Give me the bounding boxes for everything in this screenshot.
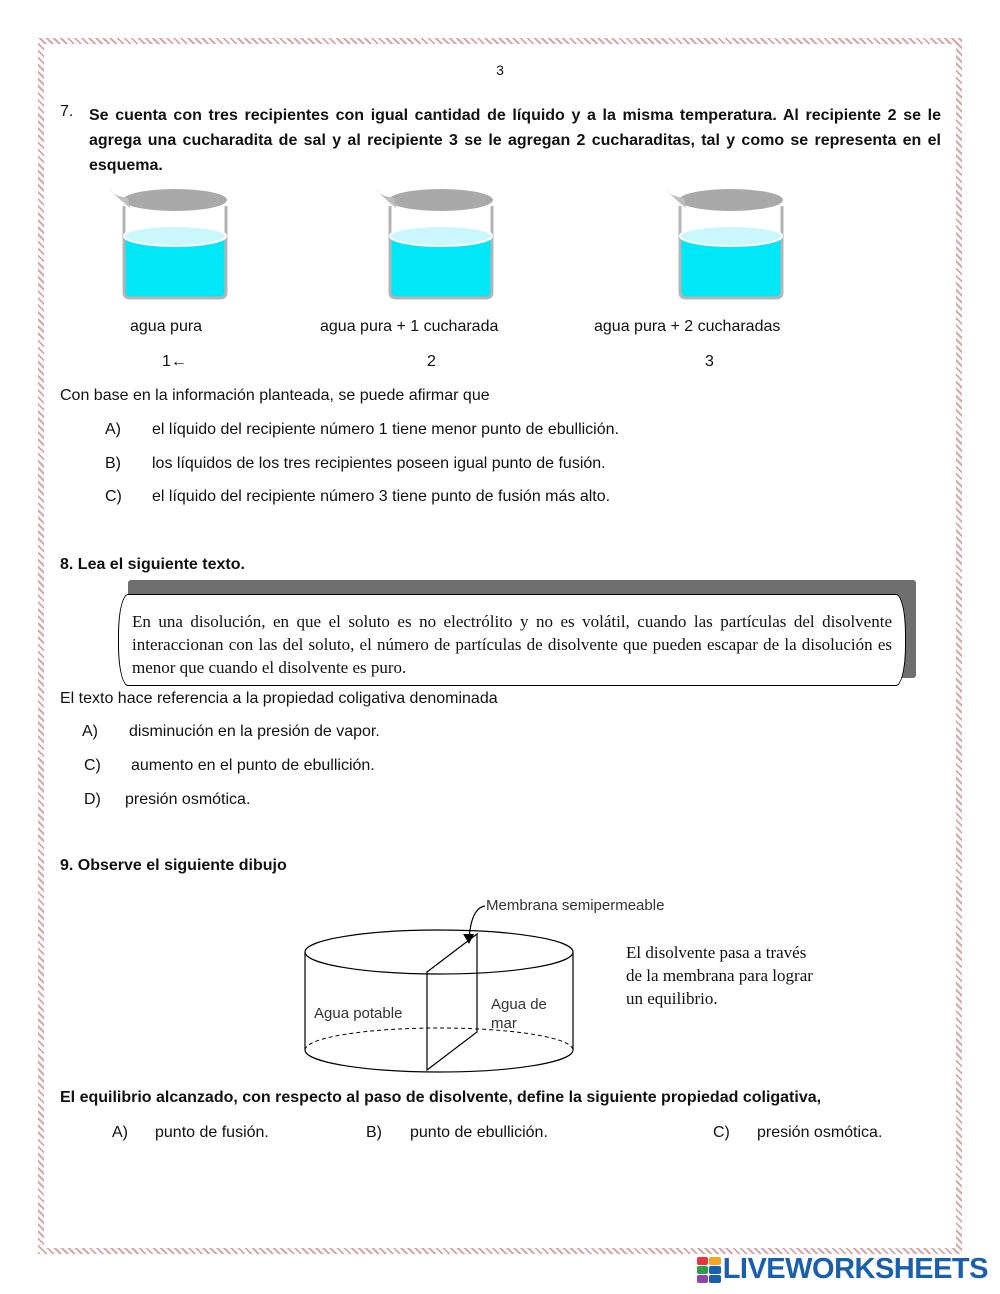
side-note-line-2: de la membrana para lograr [626, 966, 813, 985]
side-note-line-1: El disolvente pasa a través [626, 943, 807, 962]
q9-prompt: El equilibrio alcanzado, con respecto al paso de disolvente, define la siguiente propiedad coligativa, [60, 1089, 822, 1106]
q8-quote: En una disolución, en que el soluto es no electrólito y no es volátil, cuando las partículas del disolvente interaccionan con las del soluto, el número de partículas de disolvente que pueden escapar de la disolución es menor que cuando el disolvente es puro. [132, 612, 892, 677]
right-compartment-label-1: Agua de [491, 996, 547, 1013]
q8-option-a-letter: A) [82, 723, 98, 740]
beakers-illustration [100, 186, 820, 304]
q9-option-b[interactable]: punto de ebullición. [410, 1124, 548, 1141]
membrane-label: Membrana semipermeable [486, 897, 665, 914]
q7-prompt: Con base en la información planteada, se puede afirmar que [60, 387, 490, 404]
page-number: 3 [496, 62, 504, 78]
q7-number: 7. [60, 103, 74, 120]
beaker-3 [666, 189, 783, 298]
q8-prompt: El texto hace referencia a la propiedad coligativa denominada [60, 690, 498, 707]
q9-option-a-letter: A) [112, 1124, 128, 1141]
q9-heading: 9. Observe el siguiente dibujo [60, 857, 287, 874]
q8-option-c-letter: C) [84, 757, 101, 774]
q8-option-c[interactable]: aumento en el punto de ebullición. [131, 757, 375, 774]
q9-option-c[interactable]: presión osmótica. [757, 1124, 883, 1141]
side-note-line-3: un equilibrio. [626, 989, 718, 1008]
beaker-1 [110, 189, 227, 298]
q7-option-a[interactable]: el líquido del recipiente número 1 tiene menor punto de ebullición. [152, 421, 619, 438]
beaker-3-number: 3 [705, 353, 714, 370]
q7-option-a-letter: A) [105, 421, 121, 438]
q7-option-b[interactable]: los líquidos de los tres recipientes poseen igual punto de fusión. [152, 455, 606, 472]
q7-statement: Se cuenta con tres recipientes con igual cantidad de líquido y a la misma temperatura. Al recipiente 2 se le agrega una cucharadita de sal y al recipiente 3 se le agregan 2 cucharaditas, tal y como se representa en el esquema. [89, 107, 941, 174]
liveworksheets-logo[interactable] [697, 1253, 988, 1286]
beaker-2 [376, 189, 493, 298]
q7-option-b-letter: B) [105, 455, 121, 472]
q8-option-a[interactable]: disminución en la presión de vapor. [129, 723, 380, 740]
q9-option-c-letter: C) [713, 1124, 730, 1141]
beaker-1-caption: agua pura [130, 318, 203, 335]
q9-option-b-letter: B) [366, 1124, 382, 1141]
q8-heading: 8. Lea el siguiente texto. [60, 556, 245, 573]
beaker-2-caption: agua pura + 1 cucharada [320, 318, 499, 335]
left-compartment-label: Agua potable [314, 1005, 403, 1022]
beaker-2-number: 2 [427, 353, 436, 370]
q9-option-a[interactable]: punto de fusión. [155, 1124, 269, 1141]
q7-option-c[interactable]: el líquido del recipiente número 3 tiene punto de fusión más alto. [152, 488, 611, 505]
liveworksheets-logo-icon [697, 1257, 721, 1283]
q7-option-c-letter: C) [105, 488, 122, 505]
beaker-1-number: 1← [162, 353, 187, 370]
beaker-3-caption: agua pura + 2 cucharadas [594, 318, 781, 335]
q8-option-d[interactable]: presión osmótica. [125, 791, 251, 808]
q8-option-d-letter: D) [84, 791, 101, 808]
right-compartment-label-2: mar [491, 1015, 517, 1032]
logo-text: LIVEWORKSHEETS [722, 1253, 988, 1285]
